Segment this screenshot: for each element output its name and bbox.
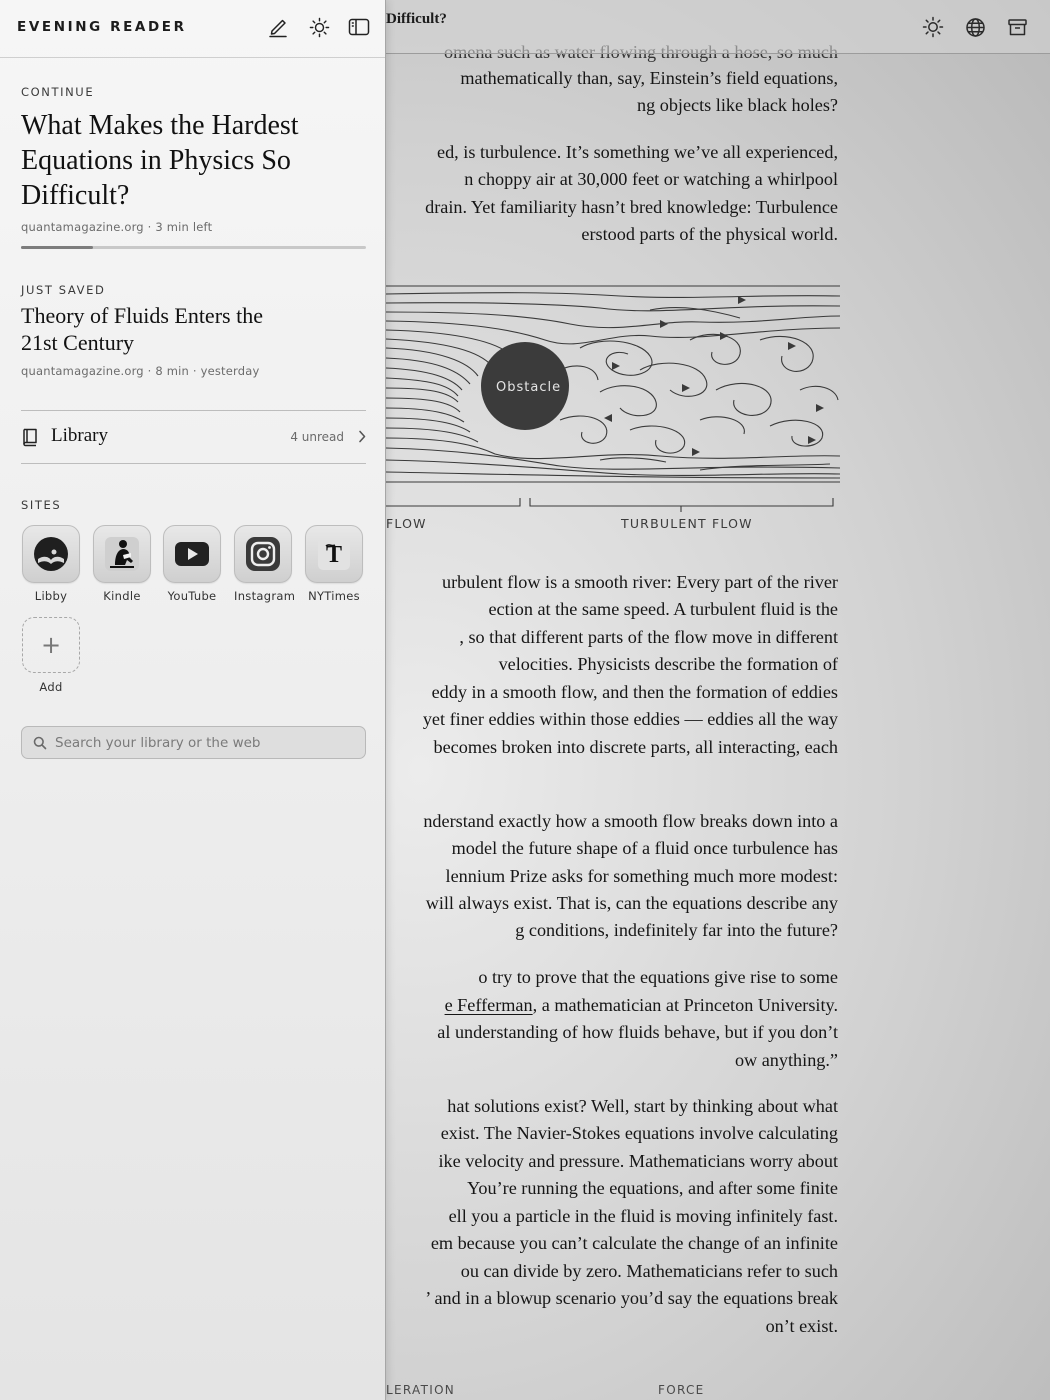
- article-line: eddy in a smooth flow, and then the formation of eddies: [431, 682, 838, 702]
- article-line: , so that different parts of the flow move in different: [459, 627, 838, 647]
- pencil-icon[interactable]: [266, 15, 290, 39]
- article-line: ou can divide by zero. Mathematicians refer to such: [460, 1261, 838, 1281]
- instagram-icon: [234, 525, 292, 583]
- search-box[interactable]: [21, 726, 366, 759]
- article-line: mathematically than, say, Einstein’s field equations,: [460, 68, 838, 88]
- article-line: e Fefferman, a mathematician at Princeton University.: [444, 995, 838, 1015]
- table-header: FORCE: [658, 1383, 705, 1397]
- add-site-button[interactable]: [22, 617, 80, 694]
- divider: [21, 463, 366, 464]
- sun-icon[interactable]: [920, 14, 946, 40]
- libby-icon: [22, 525, 80, 583]
- saved-article-title[interactable]: Theory of Fluids Enters the 21st Century: [21, 303, 263, 355]
- globe-icon[interactable]: [962, 14, 988, 40]
- continue-article-title[interactable]: What Makes the Hardest Equations in Physics So Difficult?: [21, 110, 299, 211]
- article-line: ng objects like black holes?: [636, 95, 838, 115]
- just-saved-section-label: JUST SAVED: [21, 283, 106, 297]
- sidebar: [0, 0, 386, 1400]
- saved-article-meta: quantamagazine.org · 8 min · yesterday: [21, 364, 260, 378]
- article-line: model the future shape of a fluid once turbulence has: [451, 838, 838, 858]
- site-libby[interactable]: [22, 525, 80, 603]
- article-line: on’t exist.: [765, 1316, 838, 1336]
- fefferman-link[interactable]: e Fefferman: [444, 995, 533, 1015]
- archive-icon[interactable]: [1004, 14, 1030, 40]
- article-line: velocities. Physicists describe the formation of: [498, 654, 838, 674]
- article-line: will always exist. That is, can the equations describe any: [425, 893, 838, 913]
- obstacle-label: Obstacle: [496, 380, 562, 395]
- article-line: nderstand exactly how a smooth flow breaks down into a: [423, 811, 838, 831]
- library-row[interactable]: [21, 411, 366, 463]
- app-title: EVENING READER: [17, 19, 187, 35]
- site-nytimes[interactable]: [305, 525, 363, 603]
- nytimes-icon: [305, 525, 363, 583]
- article-line: yet finer eddies within those eddies — eddies all the way: [422, 709, 838, 729]
- continue-article-meta: quantamagazine.org · 3 min left: [21, 220, 213, 234]
- library-unread-count: 4 unread: [290, 430, 344, 444]
- chevron-right-icon: [358, 430, 366, 448]
- reading-progress-fill: [21, 246, 93, 249]
- article-line: You’re running the equations, and after some finite: [467, 1178, 838, 1198]
- book-icon: [21, 427, 39, 452]
- article-line: urbulent flow is a smooth river: Every part of the river: [442, 572, 838, 592]
- site-instagram[interactable]: [234, 525, 296, 603]
- reader-toolbar: [386, 0, 1050, 54]
- article-line: drain. Yet familiarity hasn’t bred knowledge: Turbulence: [425, 197, 838, 217]
- article-line: n choppy air at 30,000 feet or watching a whirlpool: [464, 169, 838, 189]
- sidebar-toggle-icon[interactable]: [347, 15, 371, 39]
- site-label: YouTube: [167, 589, 217, 603]
- site-kindle[interactable]: [93, 525, 151, 603]
- plus-icon: +: [22, 617, 80, 673]
- article-line: erstood parts of the physical world.: [581, 224, 838, 244]
- site-label: NYTimes: [308, 589, 360, 603]
- site-label: Instagram: [234, 589, 296, 603]
- flow-label: FLOW: [386, 516, 427, 531]
- article-line: ed, is turbulence. It’s something we’ve all experienced,: [437, 142, 838, 162]
- article-line: ow anything.”: [734, 1050, 838, 1070]
- article-line: ’ and in a blowup scenario you’d say the equations break: [425, 1288, 838, 1308]
- kindle-icon: [93, 525, 151, 583]
- article-line: al understanding of how fluids behave, but if you don’t: [437, 1022, 838, 1042]
- add-site-label: Add: [39, 680, 63, 694]
- turbulent-flow-label: TURBULENT FLOW: [621, 516, 753, 531]
- article-line: becomes broken into discrete parts, all interacting, each: [433, 737, 838, 757]
- svg-text:T: T: [325, 542, 343, 568]
- article-title-fragment: Difficult?: [386, 11, 447, 27]
- search-input[interactable]: [55, 727, 355, 758]
- site-label: Kindle: [103, 589, 141, 603]
- reading-progress-bar: [21, 246, 366, 249]
- article-line: g conditions, indefinitely far into the future?: [515, 920, 838, 940]
- sun-icon[interactable]: [307, 15, 331, 39]
- table-header: LERATION: [386, 1383, 456, 1397]
- article-line: lennium Prize asks for something much more modest:: [445, 866, 838, 886]
- article-line: o try to prove that the equations give rise to some: [478, 967, 838, 987]
- site-label: Libby: [34, 589, 68, 603]
- article-line: hat solutions exist? Well, start by thinking about what: [447, 1096, 838, 1116]
- article-line: ell you a particle in the fluid is moving infinitely fast.: [448, 1206, 838, 1226]
- youtube-icon: [163, 525, 221, 583]
- library-label: Library: [51, 425, 108, 446]
- search-icon: [33, 736, 47, 755]
- sidebar-header: [0, 0, 385, 58]
- site-youtube[interactable]: [163, 525, 221, 603]
- sites-section-label: SITES: [21, 498, 62, 512]
- continue-section-label: CONTINUE: [21, 85, 95, 99]
- article-line: ike velocity and pressure. Mathematicians worry about: [438, 1151, 838, 1171]
- article-line: exist. The Navier-Stokes equations involve calculating: [440, 1123, 838, 1143]
- article-line: em because you can’t calculate the change of an infinite: [430, 1233, 838, 1253]
- article-line: ection at the same speed. A turbulent fluid is the: [488, 599, 838, 619]
